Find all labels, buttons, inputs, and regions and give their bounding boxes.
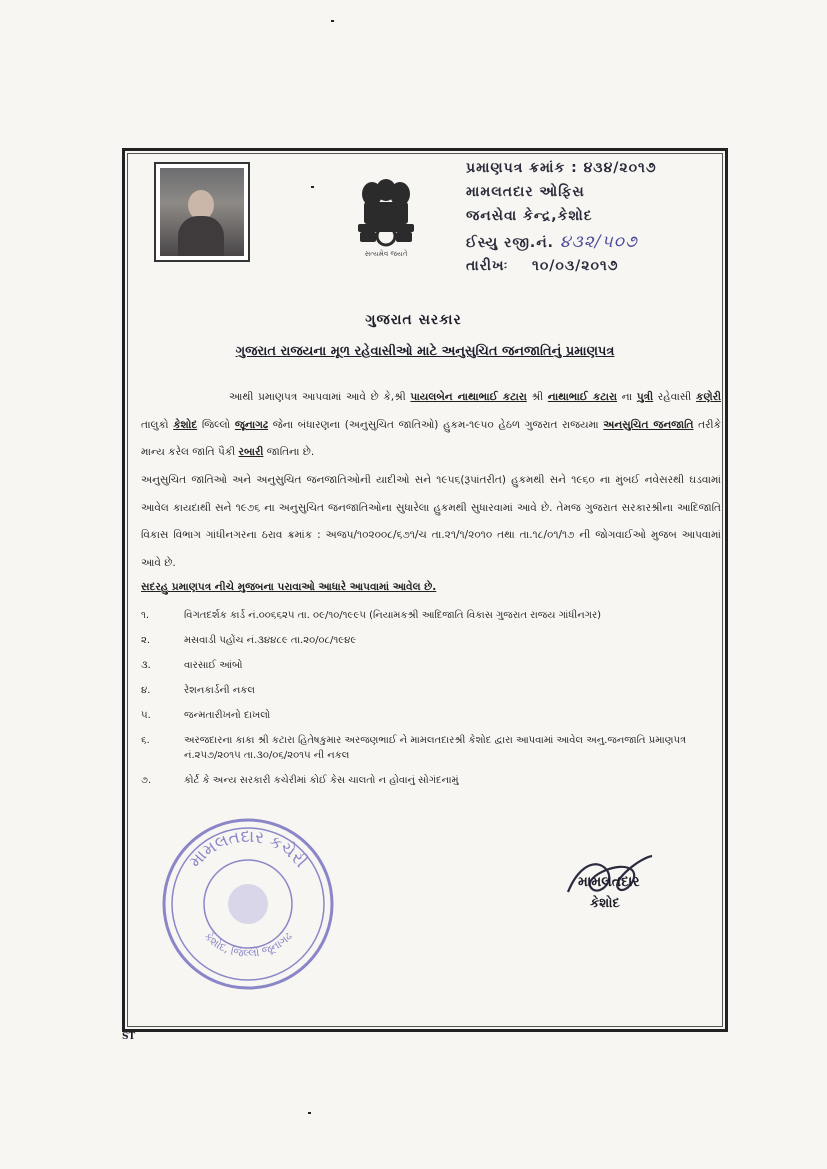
- evidence-number: ૧.: [141, 610, 150, 621]
- paragraph-identity: આથી પ્રમાણપત્ર આપવામાં આવે છે કે,શ્રી પાયલબેન નાથાભાઈ કટારા શ્રી નાથાભાઈ કટારા ના પુત્રી રહેવાસી કણેરી તાલુકો કેશોદ જિલ્લો જૂનાગઢ જેના બંધારણના (અનુસુચિત જાતિઓ) હુકમ-૧૯૫૦ હેઠળ ગુજરાત રાજયમા અનસુચિત જનજાતિ તરીકે માન્ય કરેલ જાતિ પૈકી રબારી જાતિના છે.: [141, 391, 722, 458]
- evidence-number: ૪.: [141, 685, 151, 696]
- date-label: તારીખઃ: [466, 258, 509, 274]
- taluka: કેશોદ: [173, 418, 198, 431]
- applicant-photo: [154, 162, 250, 262]
- evidence-number: ૭.: [141, 775, 152, 786]
- evidence-text: કોર્ટ કે અન્ય સરકારી કચેરીમાં કોઈ કેસ ચાલતો ન હોવાનું સોગંદનામું: [184, 775, 459, 786]
- father-name: નાથાભાઈ કટારા: [547, 391, 617, 403]
- evidence-item: [141, 773, 721, 788]
- evidence-item: [141, 633, 721, 648]
- evidence-number: ૩.: [141, 660, 151, 671]
- svg-text:કેશોદ, જિલ્લો જૂનાગઢ: કેશોદ, જિલ્લો જૂનાગઢ: [201, 929, 295, 960]
- evidence-item: [141, 658, 721, 673]
- evidence-text: રેશનકાર્ડની નકલ: [184, 685, 255, 696]
- category: અનસુચિત જનજાતિ: [603, 418, 694, 431]
- issue-number: ૪૩૨/૫૦૭: [559, 232, 638, 252]
- signatory-place: કેશોદ: [590, 896, 620, 911]
- paragraph-evidence-intro: સદરહુ પ્રમાણપત્ર નીચે મુજબના પરાવાઓ આધારે આપવામાં આવેલ છે.: [141, 581, 437, 593]
- applicant-name: પાયલબેન નાથાભાઈ કટારા: [410, 391, 527, 403]
- evidence-number: ૨.: [141, 635, 151, 646]
- relation: પુત્રી: [636, 391, 654, 403]
- evidence-item: [141, 683, 721, 698]
- date-value: ૧૦/૦૩/૨૦૧૭: [531, 258, 619, 274]
- issue-register: [466, 232, 638, 252]
- evidence-number: ૬.: [141, 735, 150, 746]
- district: જૂનાગઢ: [234, 418, 269, 431]
- certificate-number: પ્રમાણપત્ર ક્રમાંક : ૪૩૪/૨૦૧૭: [466, 160, 657, 176]
- office-seal-icon: [158, 812, 338, 992]
- evidence-text: જન્મતારીખનો દાખલો: [184, 710, 271, 721]
- center-name: જનસેવા કેન્દ્ર,કેશોદ: [466, 208, 593, 224]
- evidence-list: [141, 608, 721, 798]
- government-title: ગુજરાત સરકાર: [365, 312, 462, 328]
- evidence-text: વારસાઈ આંબો: [184, 660, 243, 671]
- evidence-item: [141, 733, 721, 763]
- footer-code: ST: [122, 1032, 136, 1042]
- evidence-text: વિગતદર્શક કાર્ડ નં.૦૦૬૬૨૫ તા. ૦૯/૧૦/૧૯૯૫ (નિયામકશ્રી આદિજાતિ વિકાસ ગુજરાત રાજય ગાંધીનગર): [184, 610, 602, 621]
- signatory-title: મામલતદાર: [578, 874, 640, 890]
- issue-date: [466, 258, 619, 274]
- svg-text:મામલતદાર કચેરી: મામલતદાર કચેરી: [185, 826, 311, 872]
- evidence-item: [141, 708, 721, 723]
- issue-label: ઈસ્યુ રજી.નં.: [466, 235, 554, 251]
- village: કણેરી: [696, 391, 722, 403]
- caste: રબારી: [238, 446, 264, 458]
- office-name: મામલતદાર ઓફિસ: [466, 184, 585, 200]
- evidence-text: મસવાડી પહોંચ નં.૩૪૪૮૯ તા.૨૦/૦૮/૧૯૪૯: [184, 635, 357, 646]
- certificate-title: ગુજરાત રાજયના મૂળ રહેવાસીઓ માટે અનુસુચિત જનજાતિનું પ્રમાણપત્ર: [235, 344, 615, 359]
- paragraph-legal-basis: અનુસુચિત જાતિઓ અને અનુસુચિત જનજાતિઓની યાદીઓ સને ૧૯૫૬(રૂપાંતરીત) હુકમથી સને ૧૯૬૦ ના મુંબઈ નવેસરથી ઘડવામાં આવેલ કાયદાથી સને ૧૯૭૬ ના અનુસુચિત જનજાતિઓના સુધારેલા હુકમથી સુધારવામાં આવે છે. તેમજ ગુજરાત સરકારશ્રીના આદિજાતિ વિકાસ વિભાગ ગાંધીનગરના ઠરાવ ક્રમાંક : અજપ/૧૦૨૦૦૮/૬૭૧/ચ તા.૨૧/૧/૨૦૧૦ તથા તા.૧૮/૦૧/૧૭ ની જોગવાઈઓ મુજબ આપવામાં આવે છે.: [141, 474, 721, 569]
- evidence-text: અરજદારના કાકા શ્રી કટારા હિતેષકુમાર અરજણભાઈ ને મામલતદારશ્રી કેશોદ દ્વારા આપવામાં આવેલ અનુ.જનજાતિ પ્રમાણપત્ર નં.૨૫૭/૨૦૧૫ તા.૩૦/૦૬/૨૦૧૫ ની નકલ: [184, 735, 687, 761]
- evidence-number: ૫.: [141, 710, 151, 721]
- emblem-caption: સત્યમેવ જયતે: [364, 250, 408, 258]
- evidence-item: [141, 608, 721, 623]
